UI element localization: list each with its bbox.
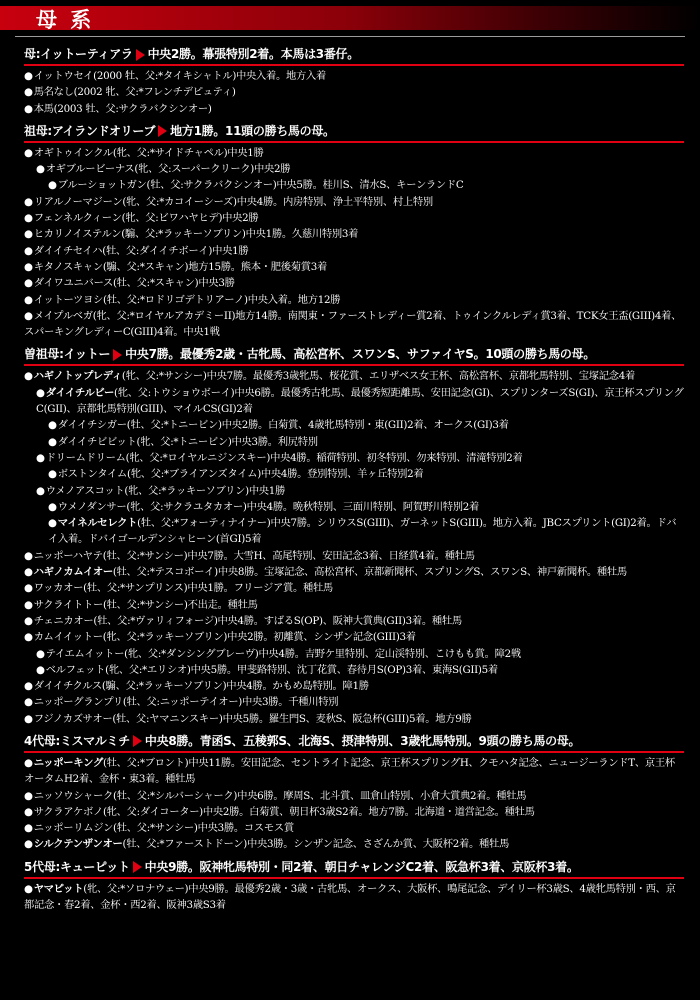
bullet-icon: ● <box>24 70 33 82</box>
offspring-detail: ニッポーグランプリ(牡、父:ニッポーテイオー)中央3勝。千種川特別 <box>33 696 339 709</box>
offspring-name: ヤマピット <box>33 882 84 895</box>
offspring-detail: イットウセイ(2000 牡、父:*タイキシャトル)中央入着。地方入着 <box>33 70 327 82</box>
offspring-entry <box>24 417 684 433</box>
bullet-icon: ● <box>24 838 33 851</box>
offspring-entry <box>24 292 684 308</box>
offspring-entry <box>24 629 684 645</box>
offspring-entry <box>24 466 684 482</box>
bullet-icon: ● <box>36 451 45 464</box>
offspring-name: ハギノトップレディ <box>33 370 122 383</box>
offspring-list <box>24 753 684 857</box>
offspring-entry <box>24 711 684 727</box>
bullet-icon: ● <box>24 680 33 693</box>
dam-heading <box>24 344 684 366</box>
bullet-icon: ● <box>24 102 33 115</box>
offspring-entry <box>24 788 684 804</box>
offspring-detail: カムイイットー(牝、父:*ラッキーソブリン)中央2勝。初離賞、シンザン記念(GIII)3着 <box>33 631 416 644</box>
lineage-section <box>24 44 684 121</box>
bullet-icon: ● <box>24 195 33 208</box>
offspring-detail: ダイワユニバース(牡、父:*スキャン)中央3勝 <box>33 277 235 290</box>
arrow-icon <box>133 735 142 747</box>
offspring-entry <box>24 145 684 161</box>
bullet-icon: ● <box>48 500 57 513</box>
offspring-detail: (牡、父:*テスコボーイ)中央8勝。宝塚記念、高松宮杯、京都新聞杯、スプリングS、スワンS、神戸新聞杯。種牡馬 <box>112 566 627 579</box>
offspring-detail: オギブルービーナス(牝、父:スーパークリーク)中央2勝 <box>45 163 291 176</box>
offspring-entry <box>24 450 684 466</box>
offspring-entry <box>24 613 684 629</box>
offspring-entry <box>24 161 684 177</box>
page-title: 母 系 <box>36 8 95 32</box>
pedigree-list <box>24 44 684 1000</box>
offspring-entry <box>24 275 684 291</box>
bullet-icon: ● <box>24 370 33 383</box>
offspring-detail: 馬名なし(2002 牝、父:*フレンチデピュティ) <box>33 86 236 99</box>
offspring-entry <box>24 836 684 852</box>
offspring-entry <box>24 194 684 210</box>
offspring-entry <box>24 259 684 275</box>
bullet-icon: ● <box>24 212 33 225</box>
dam-name: 母:イットーティアラ <box>24 47 133 61</box>
bullet-icon: ● <box>24 696 33 709</box>
offspring-detail: ドリームドリーム(牝、父:*ロイヤルニジンスキー)中央4勝。稲荷特別、初冬特別、勿来特別、清滝特別2着 <box>45 451 523 464</box>
offspring-name: ハギノカムイオー <box>33 566 113 579</box>
offspring-detail: (牝、父:*ソロナウェー)中央9勝。最優秀2歳・3歳・古牝馬、オークス、大阪杯、鳴尾記念、デイリー杯3歳S、4歳牝馬特別・西、京都記念・春2着、金杯・西2着、阪神3歳S3着 <box>24 882 676 912</box>
bullet-icon: ● <box>24 598 33 611</box>
bullet-icon: ● <box>24 789 33 802</box>
bullet-icon: ● <box>24 146 33 159</box>
offspring-detail: サクラアケボノ(牝、父:ダイコーター)中央2勝。白菊賞、朝日杯3歳S2着。地方7勝。北海道・道営記念。種牡馬 <box>33 805 535 818</box>
offspring-detail: ダイイチセイハ(牡、父:ダイイチボーイ)中央1勝 <box>33 244 249 257</box>
offspring-entry <box>24 101 684 117</box>
bullet-icon: ● <box>24 260 33 273</box>
dam-record: 中央7勝。最優秀2歳・古牝馬、高松宮杯、スワンS、サファイヤS。10頭の勝ち馬の母。 <box>125 347 596 362</box>
offspring-entry <box>24 385 684 418</box>
offspring-entry <box>24 580 684 596</box>
bullet-icon: ● <box>24 614 33 627</box>
bullet-icon: ● <box>48 468 57 481</box>
offspring-entry <box>24 226 684 242</box>
offspring-entry <box>24 434 684 450</box>
offspring-entry <box>24 820 684 836</box>
offspring-detail: ベルフェット(牝、父:*エリシオ)中央5勝。甲斐路特別、沈丁花賞、春待月S(OP)3着、東海S(GII)5着 <box>45 663 498 676</box>
bullet-icon: ● <box>24 549 33 562</box>
offspring-detail: テイエムイットー(牝、父:*ダンシングブレーヴ)中央4勝。吉野ケ里特別、定山渓特別、こけもも賞。障2戦 <box>45 647 521 660</box>
bullet-icon: ● <box>24 631 33 644</box>
offspring-detail: ブルーショットガン(牡、父:サクラバクシンオー)中央5勝。桂川S、清水S、キーンランドC <box>57 179 464 192</box>
arrow-icon <box>113 349 122 361</box>
offspring-detail: ニッソウシャーク(牡、父:*シルバーシャーク)中央6勝。摩周S、北斗賞、皿倉山特別、小倉大賞典2着。種牡馬 <box>33 789 527 802</box>
dam-name: 4代母:ミスマルミチ <box>24 733 130 748</box>
bullet-icon: ● <box>24 228 33 241</box>
bullet-icon: ● <box>36 647 45 660</box>
offspring-detail: (牡、父:*ファーストドーン)中央3勝。シンザン記念、さざんか賞、大阪杯2着。種牡馬 <box>122 838 509 851</box>
offspring-name: ダイイチルビー <box>45 386 115 399</box>
offspring-detail: ニッポーリムジン(牡、父:*サンシー)中央3勝。コスモス賞 <box>33 822 294 835</box>
offspring-entry <box>24 548 684 564</box>
lineage-section <box>24 857 684 918</box>
lineage-section <box>24 731 684 857</box>
offspring-entry <box>24 84 684 100</box>
bullet-icon: ● <box>24 756 33 769</box>
bullet-icon: ● <box>24 882 33 895</box>
dam-heading <box>24 44 684 66</box>
offspring-entry <box>24 646 684 662</box>
offspring-detail: サクライトトー(牡、父:*サンシー)不出走。種牡馬 <box>33 598 258 611</box>
arrow-icon <box>158 125 167 137</box>
offspring-name: シルクテンザンオー <box>33 838 123 851</box>
offspring-detail: イットーツヨシ(牡、父:*ロドリゴデトリアーノ)中央入着。地方12勝 <box>33 293 341 306</box>
offspring-entry <box>24 564 684 580</box>
dam-record: 地方1勝。11頭の勝ち馬の母。 <box>170 123 335 138</box>
bullet-icon: ● <box>24 293 33 306</box>
offspring-detail: ウメノダンサー(牝、父:サクラユタカオー)中央4勝。晩秋特別、三面川特別、阿賀野川特別2着 <box>57 500 480 513</box>
bullet-icon: ● <box>48 517 57 530</box>
bullet-icon: ● <box>24 309 33 322</box>
offspring-name: マイネルセレクト <box>57 517 138 530</box>
offspring-detail: ダイイチビビット(牝、父:*トニービン)中央3勝。利尻特別 <box>57 435 318 448</box>
bullet-icon: ● <box>48 435 57 448</box>
bullet-icon: ● <box>24 712 33 725</box>
bullet-icon: ● <box>24 86 33 99</box>
offspring-entry <box>24 243 684 259</box>
dam-name: 曽祖母:イットー <box>24 347 111 362</box>
offspring-detail: ヒカリノイステルン(騸、父:*ラッキーソブリン)中央1勝。久慈川特別3着 <box>33 228 359 241</box>
lineage-section <box>24 344 684 731</box>
dam-name: 5代母:キューピット <box>24 859 130 874</box>
offspring-detail: キタノスキャン(騸、父:*スキャン)地方15勝。熊本・肥後菊賞3着 <box>33 260 327 273</box>
section-header <box>0 0 700 42</box>
offspring-entry <box>24 499 684 515</box>
offspring-detail: ワッカオー(牡、父:*サンプリンス)中央1勝。フリージア賞。種牡馬 <box>33 582 333 595</box>
offspring-name: ニッポーキング <box>33 756 103 769</box>
offspring-detail: メイプルベガ(牝、父:*ロイヤルアカデミーII)地方14勝。南関東・ファーストレディー賞2着、トゥインクルレディ賞3着、TCK女王盃(GIII)4着、スパーキングレディーC(GIII)4着。中央1戦 <box>24 309 682 339</box>
offspring-detail: ニッポーハヤテ(牡、父:*サンシー)中央7勝。大雪H、高尾特別、安田記念3着、日経賞4着。種牡馬 <box>33 549 475 562</box>
bullet-icon: ● <box>48 419 57 432</box>
offspring-detail: チェニカオー(牡、父:*ヴァリィフォージ)中央4勝。すばるS(OP)、阪神大賞典(GII)3着。種牡馬 <box>33 614 462 627</box>
offspring-detail: (牡、父:*フォーティナイナー)中央7勝。シリウスS(GIII)、ガーネットS(GIII)。地方入着。JBCスプリント(GI)2着。ドバイ入着。ドバイゴールデンシャヒーン(首GI)5着 <box>48 517 677 546</box>
offspring-detail: フジノカズサオー(牡、父:ヤマニンスキー)中央5勝。羅生門S、麦秋S、阪急杯(GIII)5着。地方9勝 <box>33 712 472 725</box>
header-divider <box>15 36 685 37</box>
offspring-list <box>24 143 684 345</box>
header-banner <box>0 6 700 30</box>
offspring-entry <box>24 804 684 820</box>
offspring-entry <box>24 483 684 499</box>
bullet-icon: ● <box>24 244 33 257</box>
bullet-icon: ● <box>36 386 45 399</box>
offspring-entry <box>24 755 684 788</box>
bullet-icon: ● <box>36 663 45 676</box>
offspring-entry <box>24 694 684 710</box>
bullet-icon: ● <box>24 805 33 818</box>
offspring-list <box>24 366 684 731</box>
offspring-detail: (牝、父:*サンシー)中央7勝。最優秀3歳牝馬、桜花賞、エリザベス女王杯、高松宮杯、京都牝馬特別、宝塚記念4着 <box>121 370 635 383</box>
bullet-icon: ● <box>24 277 33 290</box>
lineage-section <box>24 121 684 345</box>
dam-heading <box>24 731 684 753</box>
offspring-detail: (牡、父:*ブロント)中央11勝。安田記念、セントライト記念、京王杯スプリングH、クモハタ記念、ニュージーランドT、京王杯オータムH2着、金杯・東3着。種牡馬 <box>24 756 675 786</box>
bullet-icon: ● <box>36 484 45 497</box>
arrow-icon <box>136 49 145 61</box>
bullet-icon: ● <box>48 179 57 192</box>
dam-record: 中央9勝。阪神牝馬特別・同2着、朝日チャレンジC2着、阪急杯3着、京阪杯3着。 <box>144 859 579 874</box>
dam-record: 中央2勝。幕張特別2着。本馬は3番仔。 <box>147 47 359 61</box>
offspring-detail: ボストンタイム(牝、父:*ブライアンズタイム)中央4勝。登別特別、羊ヶ丘特別2着 <box>57 468 424 481</box>
offspring-entry <box>24 177 684 193</box>
offspring-detail: 本馬(2003 牡、父:サクラバクシンオー) <box>33 102 212 115</box>
arrow-icon <box>133 861 142 873</box>
offspring-detail: ダイイチクルス(騸、父:*ラッキーソブリン)中央4勝。かもめ島特別。障1勝 <box>33 680 369 693</box>
offspring-entry <box>24 368 684 384</box>
offspring-entry <box>24 678 684 694</box>
bullet-icon: ● <box>36 163 45 176</box>
offspring-entry <box>24 515 684 548</box>
offspring-detail: フェンネルクィーン(牝、父:ビワハヤヒデ)中央2勝 <box>33 212 259 225</box>
offspring-list <box>24 879 684 918</box>
offspring-entry <box>24 881 684 914</box>
offspring-entry <box>24 662 684 678</box>
offspring-entry <box>24 210 684 226</box>
bullet-icon: ● <box>24 566 33 579</box>
bullet-icon: ● <box>24 582 33 595</box>
dam-heading <box>24 121 684 143</box>
offspring-entry <box>24 308 684 341</box>
offspring-entry <box>24 597 684 613</box>
offspring-list <box>24 66 684 121</box>
dam-record: 中央8勝。青函S、五稜郭S、北海S、摂津特別、3歳牝馬特別。9頭の勝ち馬の母。 <box>144 733 581 748</box>
dam-heading <box>24 857 684 879</box>
offspring-detail: (牝、父:トウショウボーイ)中央6勝。最優秀古牝馬、最優秀短距離馬、安田記念(GI)、スプリンターズS(GI)、京王杯スプリングC(GII)、京都牝馬特別(GIII)、マイルCS(GI)2着 <box>36 386 684 416</box>
bullet-icon: ● <box>24 822 33 835</box>
offspring-detail: リアルノーマジーン(牝、父:*カコイーシーズ)中央4勝。内房特別、浄土平特別、村上特別 <box>33 195 433 208</box>
offspring-entry <box>24 68 684 84</box>
offspring-detail: ダイイチシガー(牡、父:*トニービン)中央2勝。白菊賞、4歳牝馬特別・東(GII)2着、オークス(GI)3着 <box>57 419 509 432</box>
dam-name: 祖母:アイランドオリーブ <box>24 123 156 138</box>
offspring-detail: オギトゥインクル(牝、父:*サイドチャペル)中央1勝 <box>33 146 264 159</box>
offspring-detail: ウメノアスコット(牝、父:*ラッキーソブリン)中央1勝 <box>45 484 286 497</box>
